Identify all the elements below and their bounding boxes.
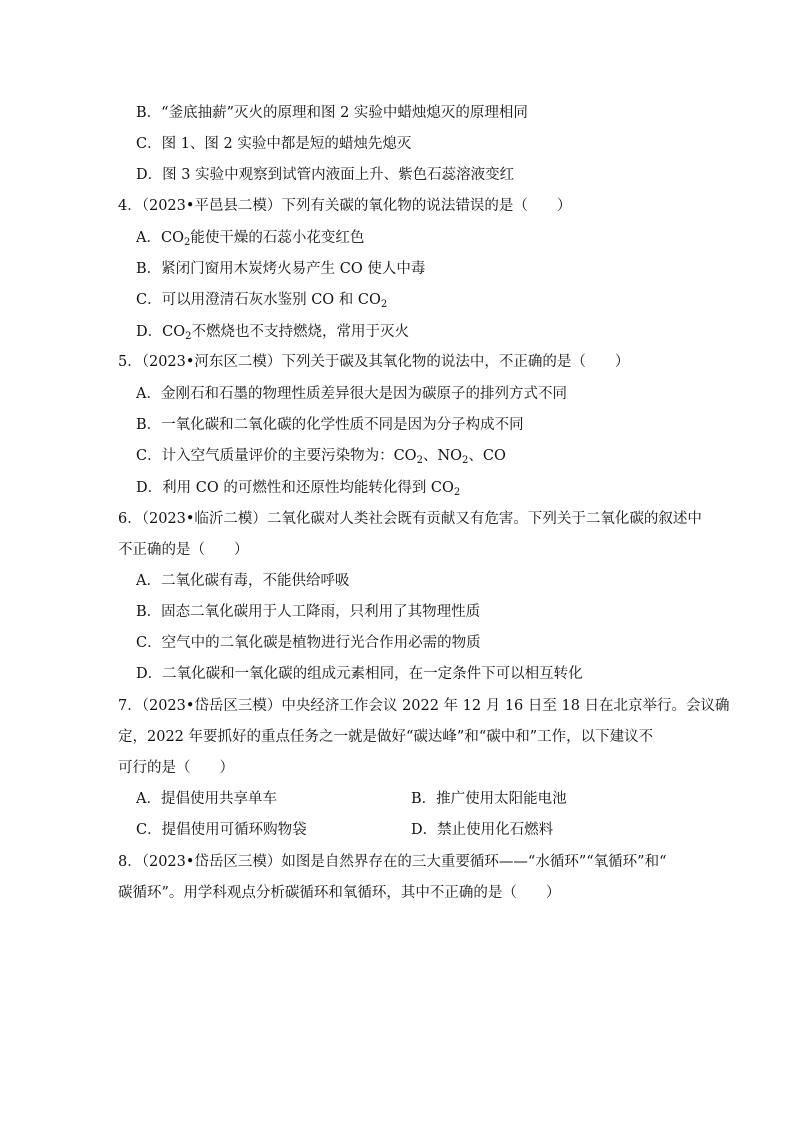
q3-option-d: D．图 3 实验中观察到试管内液面上升、紫色石蕊溶液变红	[136, 167, 515, 183]
q7-stem-line3: 可行的是（ ）	[118, 760, 234, 776]
q6-option-c: C．空气中的二氧化碳是植物进行光合作用必需的物质	[136, 635, 481, 651]
q7-option-b: B．推广使用太阳能电池	[411, 791, 567, 807]
q5-option-b: B．一氧化碳和二氧化碳的化学性质不同是因为分子构成不同	[136, 417, 524, 433]
q6-stem-line1: 6．（2023•临沂二模）二氧化碳对人类社会既有贡献又有危害。下列关于二氧化碳的叙述中	[118, 511, 702, 527]
q7-option-c: C．提倡使用可循环购物袋	[136, 822, 307, 838]
q4-option-b: B．紧闭门窗用木炭烤火易产生 CO 使人中毒	[136, 261, 426, 277]
q4-option-a: A．$CO_2$能使干燥的石蕊小花变红色	[136, 230, 365, 248]
q6-option-a: A．二氧化碳有毒，不能供给呼吸	[136, 573, 350, 589]
q3-option-c: C．图 1、图 2 实验中都是短的蜡烛先熄灭	[136, 136, 412, 152]
q7-option-d: D．禁止使用化石燃料	[411, 822, 554, 838]
q7-option-a: A．提倡使用共享单车	[136, 791, 277, 807]
q4-option-c: C．可以用澄清石灰水鉴别 CO 和 $CO_2$	[136, 292, 388, 310]
q4-stem: 4．（2023•平邑县二模）下列有关碳的氧化物的说法错误的是（ ）	[118, 198, 572, 214]
q3-option-b: B．“釜底抽薪”灭火的原理和图 2 实验中蜡烛熄灭的原理相同	[136, 105, 528, 121]
q6-stem-line2: 不正确的是（ ）	[118, 542, 249, 558]
q8-stem-line2: 碳循环”。用学科观点分析碳循环和氧循环，其中不正确的是（ ）	[118, 885, 561, 901]
q4-option-d: D．$CO_2$不燃烧也不支持燃烧，常用于灭火	[136, 324, 409, 342]
q6-option-b: B．固态二氧化碳用于人工降雨，只利用了其物理性质	[136, 604, 481, 620]
q5-option-d: D．利用 CO 的可燃性和还原性均能转化得到 $CO_2$	[136, 480, 461, 498]
q8-stem-line1: 8．（2023•岱岳区三模）如图是自然界存在的三大重要循环——“水循环”“氧循环”和“	[118, 854, 667, 870]
q6-option-d: D．二氧化碳和一氧化碳的组成元素相同，在一定条件下可以相互转化	[136, 666, 583, 682]
q5-option-a: A．金刚石和石墨的物理性质差异很大是因为碳原子的排列方式不同	[136, 386, 567, 402]
q7-stem-line1: 7．（2023•岱岳区三模）中央经济工作会议 2022 年 12 月 16 日至 18 日在北京举行。会议确	[118, 698, 730, 714]
q5-option-c: C．计入空气质量评价的主要污染物为：$CO_2$、$NO_2$、CO	[136, 448, 506, 466]
q5-stem: 5．（2023•河东区二模）下列关于碳及其氧化物的说法中，不正确的是（ ）	[118, 354, 630, 370]
q7-stem-line2: 定，2022 年要抓好的重点任务之一就是做好“碳达峰”和“碳中和”工作，以下建议不	[118, 729, 654, 745]
